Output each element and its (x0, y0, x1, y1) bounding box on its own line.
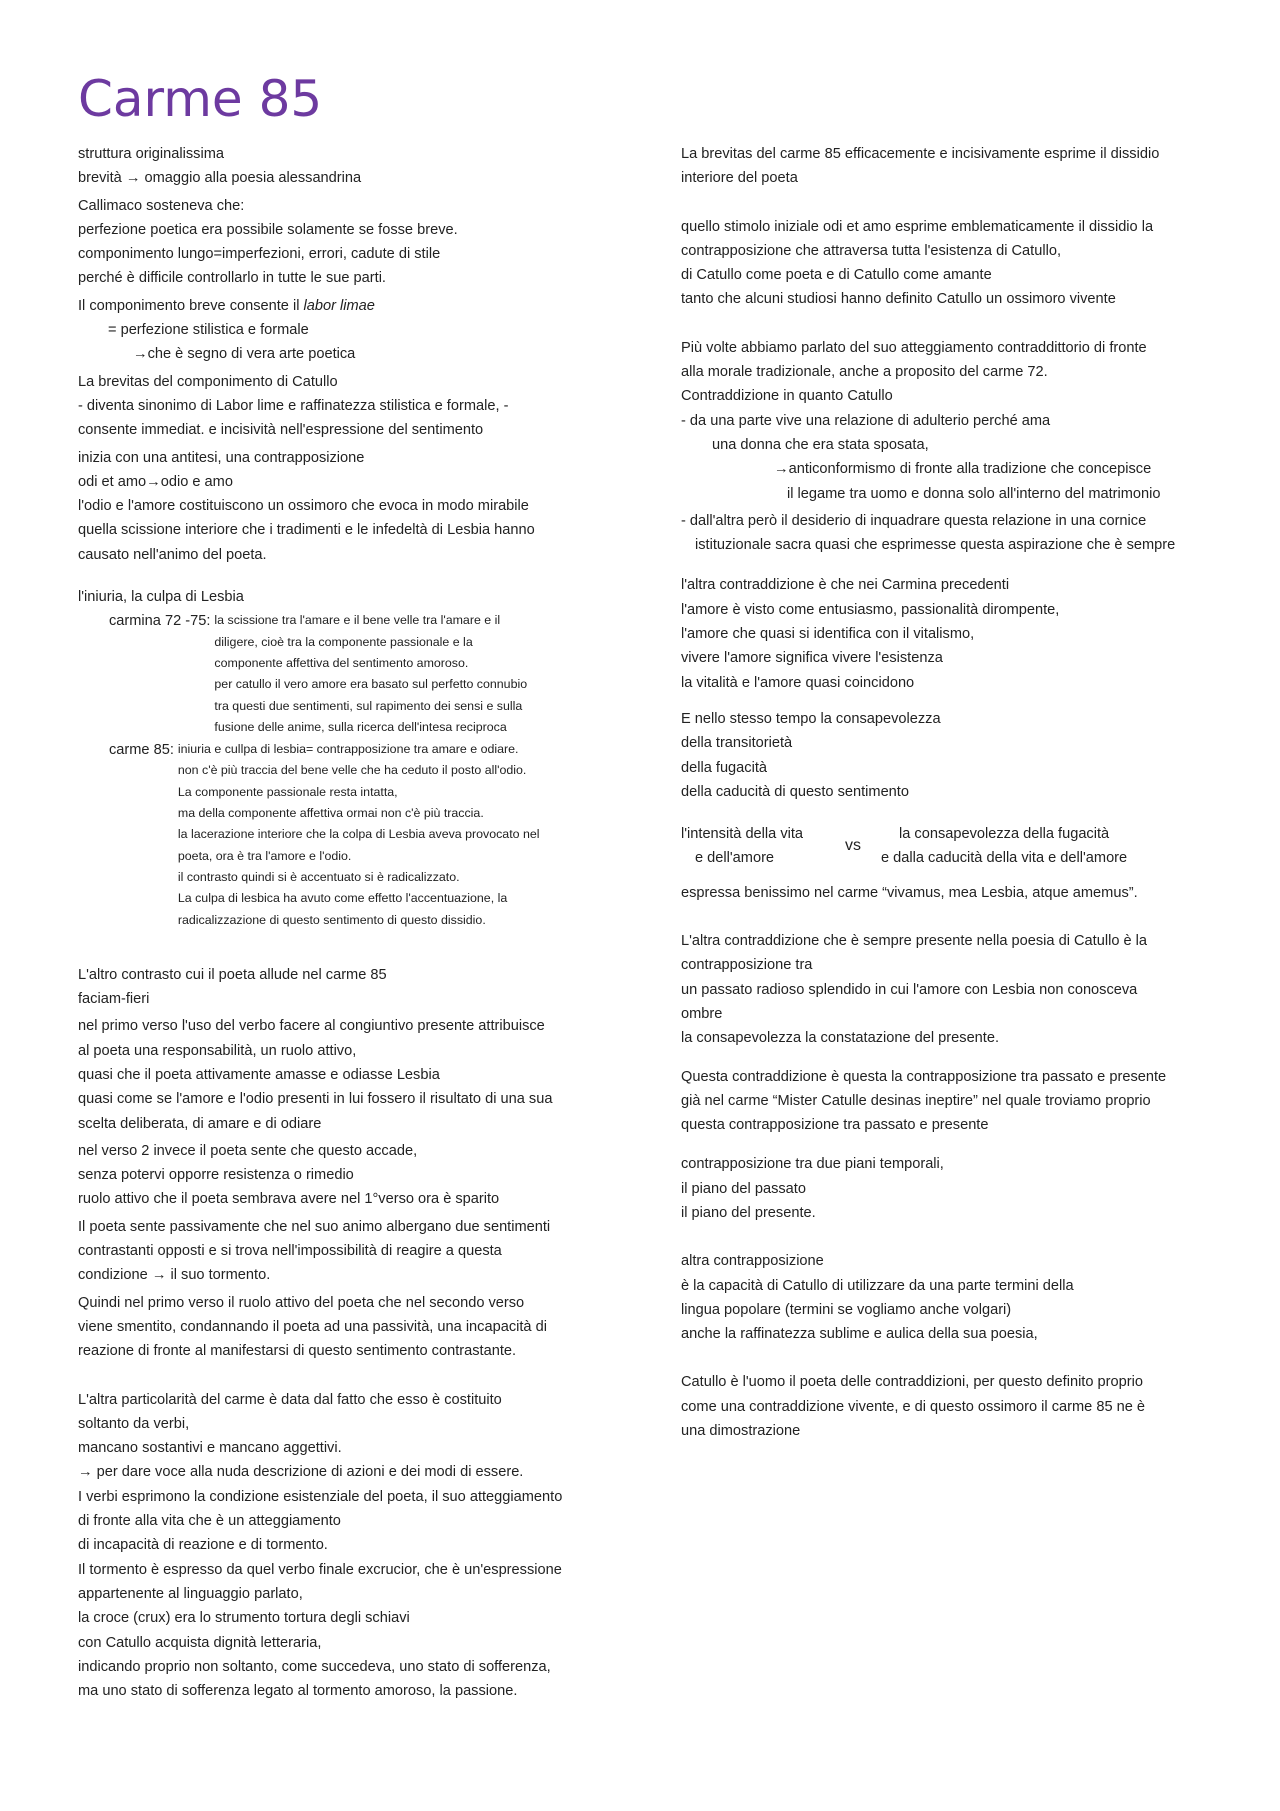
text-line: La brevitas del componimento di Catullo (78, 373, 338, 390)
text-line: la consapevolezza della fugacità (899, 826, 1110, 843)
text-line: di fronte alla vita che è un atteggiamento (78, 1513, 341, 1530)
text-line: = perfezione stilistica e formale (108, 322, 309, 339)
carme85-label: carme 85: (109, 742, 174, 759)
note-line: La culpa di lesbica ha avuto come effetto l'accentuazione, la (177, 891, 508, 906)
left-column (78, 142, 618, 1703)
note-line: componente affettiva del sentimento amoroso. (214, 655, 469, 670)
note-line: iniuria e cullpa di lesbia= contrapposizione tra amare e odiare. (177, 742, 519, 757)
text-line: mancano sostantivi e mancano aggettivi. (78, 1440, 342, 1457)
passato-block (681, 929, 1201, 1050)
text-line: Più volte abbiamo parlato del suo atteggiamento contraddittorio di fronte (681, 339, 1147, 356)
text-line: contrapposizione tra (681, 957, 813, 974)
text-line: alla morale tradizionale, anche a proposito del carme 72. (681, 364, 1048, 381)
text-line: quella scissione interiore che i tradimenti e le infedeltà di Lesbia hanno (78, 522, 535, 539)
text-line: I verbi esprimono la condizione esistenziale del poeta, il suo atteggiamento (78, 1488, 563, 1505)
text-line: viene smentito, condannando il poeta ad una passività, una incapacità di (78, 1318, 547, 1335)
sub-row (109, 738, 618, 931)
text-line: nel primo verso l'uso del verbo facere al congiuntivo presente attribuisce (78, 1018, 545, 1035)
verso2-block (78, 1139, 618, 1212)
note-line: diligere, cioè tra la componente passionale e la (214, 634, 473, 649)
text-line: questa contrapposizione tra passato e presente (681, 1117, 989, 1134)
iniuria-block (78, 585, 618, 931)
text-line: come una contraddizione vivente, e di questo ossimoro il carme 85 ne è (681, 1398, 1146, 1415)
text-line: Il poeta sente passivamente che nel suo animo albergano due sentimenti (78, 1218, 551, 1235)
text-line: e dell'amore (695, 850, 775, 867)
passivamente-block (78, 1215, 618, 1288)
note-line: fusione delle anime, sulla ricerca dell'intesa reciproca (214, 719, 507, 734)
text-line: della caducità di questo sentimento (681, 783, 909, 800)
text-line: della fugacità (681, 759, 768, 776)
sub-row (109, 609, 618, 738)
text-line: →che è segno di vera arte poetica (133, 346, 356, 363)
text-line: contrastanti opposti e si trova nell'impossibilità di reagire a questa (78, 1243, 502, 1260)
text-line: Questa contraddizione è questa la contrapposizione tra passato e presente (681, 1068, 1167, 1085)
text-line: l'odio e l'amore costituiscono un ossimoro che evoca in modo mirabile (78, 498, 529, 515)
labor-text: Il componimento breve consente il (78, 297, 304, 314)
stimolo-block (681, 215, 1201, 312)
note-line: La componente passionale resta intatta, (177, 784, 398, 799)
note-line: la lacerazione interiore che la colpa di Lesbia aveva provocato nel (177, 827, 540, 842)
text-line: ruolo attivo che il poeta sembrava avere nel 1°verso ora è sparito (78, 1191, 500, 1208)
text-line: la vitalità e l'amore quasi coincidono (681, 674, 915, 691)
vs-left-side (681, 822, 845, 871)
text-line: Callimaco sosteneva che: (78, 197, 245, 214)
text-line: di Catullo come poeta e di Catullo come amante (681, 267, 992, 284)
text-line: condizione → il suo tormento. (78, 1267, 271, 1284)
text-line: L'altro contrasto cui il poeta allude nel carme 85 (78, 966, 387, 983)
text-line: odi et amo→odio e amo (78, 473, 233, 490)
text-line (78, 294, 618, 318)
text-line: la croce (crux) era lo strumento tortura degli schiavi (78, 1610, 410, 1627)
atteggiamento-block (681, 336, 1201, 558)
text-line: quasi che il poeta attivamente amasse e odiasse Lesbia (78, 1066, 440, 1083)
text-line: istituzionale sacra quasi che esprimesse questa aspirazione che è sempre (695, 537, 1176, 554)
text-line: è la capacità di Catullo di utilizzare da una parte termini della (681, 1277, 1074, 1294)
text-line: al poeta una responsabilità, un ruolo attivo, (78, 1042, 357, 1059)
text-line: l'intensità della vita (681, 826, 804, 843)
text-line: lingua popolare (termini se vogliamo anche volgari) (681, 1301, 1012, 1318)
brevitas-85-block (681, 142, 1201, 191)
note-line: non c'è più traccia del bene velle che ha ceduto il posto all'odio. (177, 763, 527, 778)
note-line: tra questi due sentimenti, sul rapimento dei sensi e sulla (214, 698, 523, 713)
text-line: perché è difficile controllarlo in tutte le sue parti. (78, 270, 386, 287)
note-line: ma della componente affettiva ormai non c'è più traccia. (177, 806, 484, 821)
text-line: ma uno stato di sofferenza legato al tormento amoroso, la passione. (78, 1683, 518, 1700)
note-line: radicalizzazione di questo sentimento di questo dissidio. (177, 912, 486, 927)
text-line: soltanto da verbi, (78, 1415, 190, 1432)
text-line: altra contrapposizione (681, 1253, 824, 1270)
vs-comparison (681, 822, 1201, 871)
note-line: la scissione tra l'amare e il bene velle tra l'amare e il (214, 613, 501, 628)
page-title: Carme 85 (78, 70, 323, 128)
text-line: reazione di fronte al manifestarsi di questo sentimento contrastante. (78, 1343, 517, 1360)
text-line: interiore del poeta (681, 170, 798, 187)
lingua-block (681, 1249, 1201, 1346)
text-line: scelta deliberata, di amare e di odiare (78, 1115, 322, 1132)
text-line: Catullo è l'uomo il poeta delle contraddizioni, per questo definito proprio (681, 1374, 1143, 1391)
text-line: perfezione poetica era possibile solamente se fosse breve. (78, 221, 458, 238)
labor-limae-term: labor limae (303, 297, 375, 314)
text-line: la consapevolezza la constatazione del presente. (681, 1030, 1000, 1047)
text-line: Contraddizione in quanto Catullo (681, 388, 893, 405)
text-line: l'altra contraddizione è che nei Carmina precedenti (681, 577, 1010, 594)
note-line: poeta, ora è tra l'amore e l'odio. (177, 848, 352, 863)
text-line: - da una parte vive una relazione di adulterio perché ama (681, 412, 1051, 429)
text-line: il legame tra uomo e donna solo all'interno del matrimonio (787, 485, 1161, 502)
note-line: il contrasto quindi si è accentuato si è radicalizzato. (177, 869, 460, 884)
text-line: componimento lungo=imperfezioni, errori, cadute di stile (78, 246, 441, 263)
text-line: senza potervi opporre resistenza o rimedio (78, 1167, 354, 1184)
carmina-label: carmina 72 -75: (109, 613, 211, 630)
text-line: il piano del presente. (681, 1204, 816, 1221)
carmina-72-75-block (109, 609, 618, 930)
text-line: e dalla caducità della vita e dell'amore (881, 850, 1128, 867)
carme85-notes (178, 738, 540, 931)
text-line: appartenente al linguaggio parlato, (78, 1585, 303, 1602)
intro-block (78, 142, 618, 291)
text-line: il piano del passato (681, 1180, 806, 1197)
text-line: faciam-fieri (78, 991, 150, 1008)
mister-catulle-block (681, 1065, 1201, 1138)
text-line: E nello stesso tempo la consapevolezza (681, 710, 941, 727)
text-line: una dimostrazione (681, 1423, 801, 1440)
text-line: inizia con una antitesi, una contrapposizione (78, 449, 365, 466)
text-line: con Catullo acquista dignità letteraria, (78, 1634, 322, 1651)
brevitas-block (78, 370, 618, 443)
text-line: - diventa sinonimo di Labor lime e raffinatezza stilistica e formale, - (78, 397, 509, 414)
section-heading: l'iniuria, la culpa di Lesbia (78, 589, 244, 606)
text-line: →anticonformismo di fronte alla tradizione che concepisce (774, 461, 1152, 478)
text-line: l'amore è visto come entusiasmo, passionalità dirompente, (681, 601, 1060, 618)
vs-right-side (881, 822, 1127, 871)
text-line: ombre (681, 1005, 723, 1022)
vs-label: vs (845, 837, 861, 855)
text-line: L'altra particolarità del carme è data dal fatto che esso è costituito (78, 1391, 502, 1408)
note-line: per catullo il vero amore era basato sul perfetto connubio (214, 677, 528, 692)
labor-limae-block (78, 294, 618, 367)
particolarita-block (78, 1388, 618, 1704)
text-line: di incapacità di reazione e di tormento. (78, 1537, 328, 1554)
text-line: una donna che era stata sposata, (712, 436, 929, 453)
text-line: tanto che alcuni studiosi hanno definito Catullo un ossimoro vivente (681, 291, 1116, 308)
text-line: struttura originalissima (78, 146, 224, 162)
text-line: l'amore che quasi si identifica con il vitalismo, (681, 626, 975, 643)
text-line: espressa benissimo nel carme “vivamus, mea Lesbia, atque amemus”. (681, 884, 1138, 901)
text-line: La brevitas del carme 85 efficacemente e incisivamente esprime il dissidio (681, 146, 1160, 162)
text-line: L'altra contraddizione che è sempre presente nella poesia di Catullo è la (681, 933, 1148, 950)
primo-verso-block (78, 1014, 618, 1135)
text-line: → per dare voce alla nuda descrizione di azioni e dei modi di essere. (78, 1464, 524, 1481)
text-line: - dall'altra però il desiderio di inquadrare questa relazione in una cornice (681, 512, 1147, 529)
text-line: contrapposizione tra due piani temporali, (681, 1156, 944, 1173)
text-line: brevità → omaggio alla poesia alessandrina (78, 170, 362, 187)
right-column (681, 142, 1201, 1443)
text-line: consente immediat. e incisività nell'espressione del sentimento (78, 422, 484, 439)
carmina-notes (214, 609, 527, 738)
contrasto-block (78, 963, 618, 1012)
antitesi-block (78, 446, 618, 567)
text-line: quasi come se l'amore e l'odio presenti in lui fossero il risultato di una sua (78, 1091, 553, 1108)
text-line: indicando proprio non soltanto, come succedeva, uno stato di sofferenza, (78, 1658, 551, 1675)
text-line: un passato radioso splendido in cui l'amore con Lesbia non conosceva (681, 981, 1138, 998)
text-line: nel verso 2 invece il poeta sente che questo accade, (78, 1142, 418, 1159)
text-line: quello stimolo iniziale odi et amo esprime emblematicamente il dissidio la (681, 218, 1154, 235)
consapevolezza-block (681, 707, 1201, 804)
text-line: anche la raffinatezza sublime e aulica della sua poesia, (681, 1326, 1038, 1343)
text-line: contrapposizione che attraversa tutta l'esistenza di Catullo, (681, 242, 1062, 259)
text-line: Il tormento è espresso da quel verbo finale excrucior, che è un'espressione (78, 1561, 562, 1578)
conclusione-block (681, 1370, 1201, 1443)
text-line: già nel carme “Mister Catulle desinas ineptire” nel quale troviamo proprio (681, 1092, 1151, 1109)
text-line: Quindi nel primo verso il ruolo attivo del poeta che nel secondo verso (78, 1294, 525, 1311)
quindi-block (78, 1291, 618, 1364)
carmina-precedenti-block (681, 573, 1201, 694)
text-line: vivere l'amore significa vivere l'esistenza (681, 650, 943, 667)
piani-temporali-block (681, 1152, 1201, 1225)
text-line: causato nell'animo del poeta. (78, 546, 267, 563)
text-line: della transitorietà (681, 735, 793, 752)
